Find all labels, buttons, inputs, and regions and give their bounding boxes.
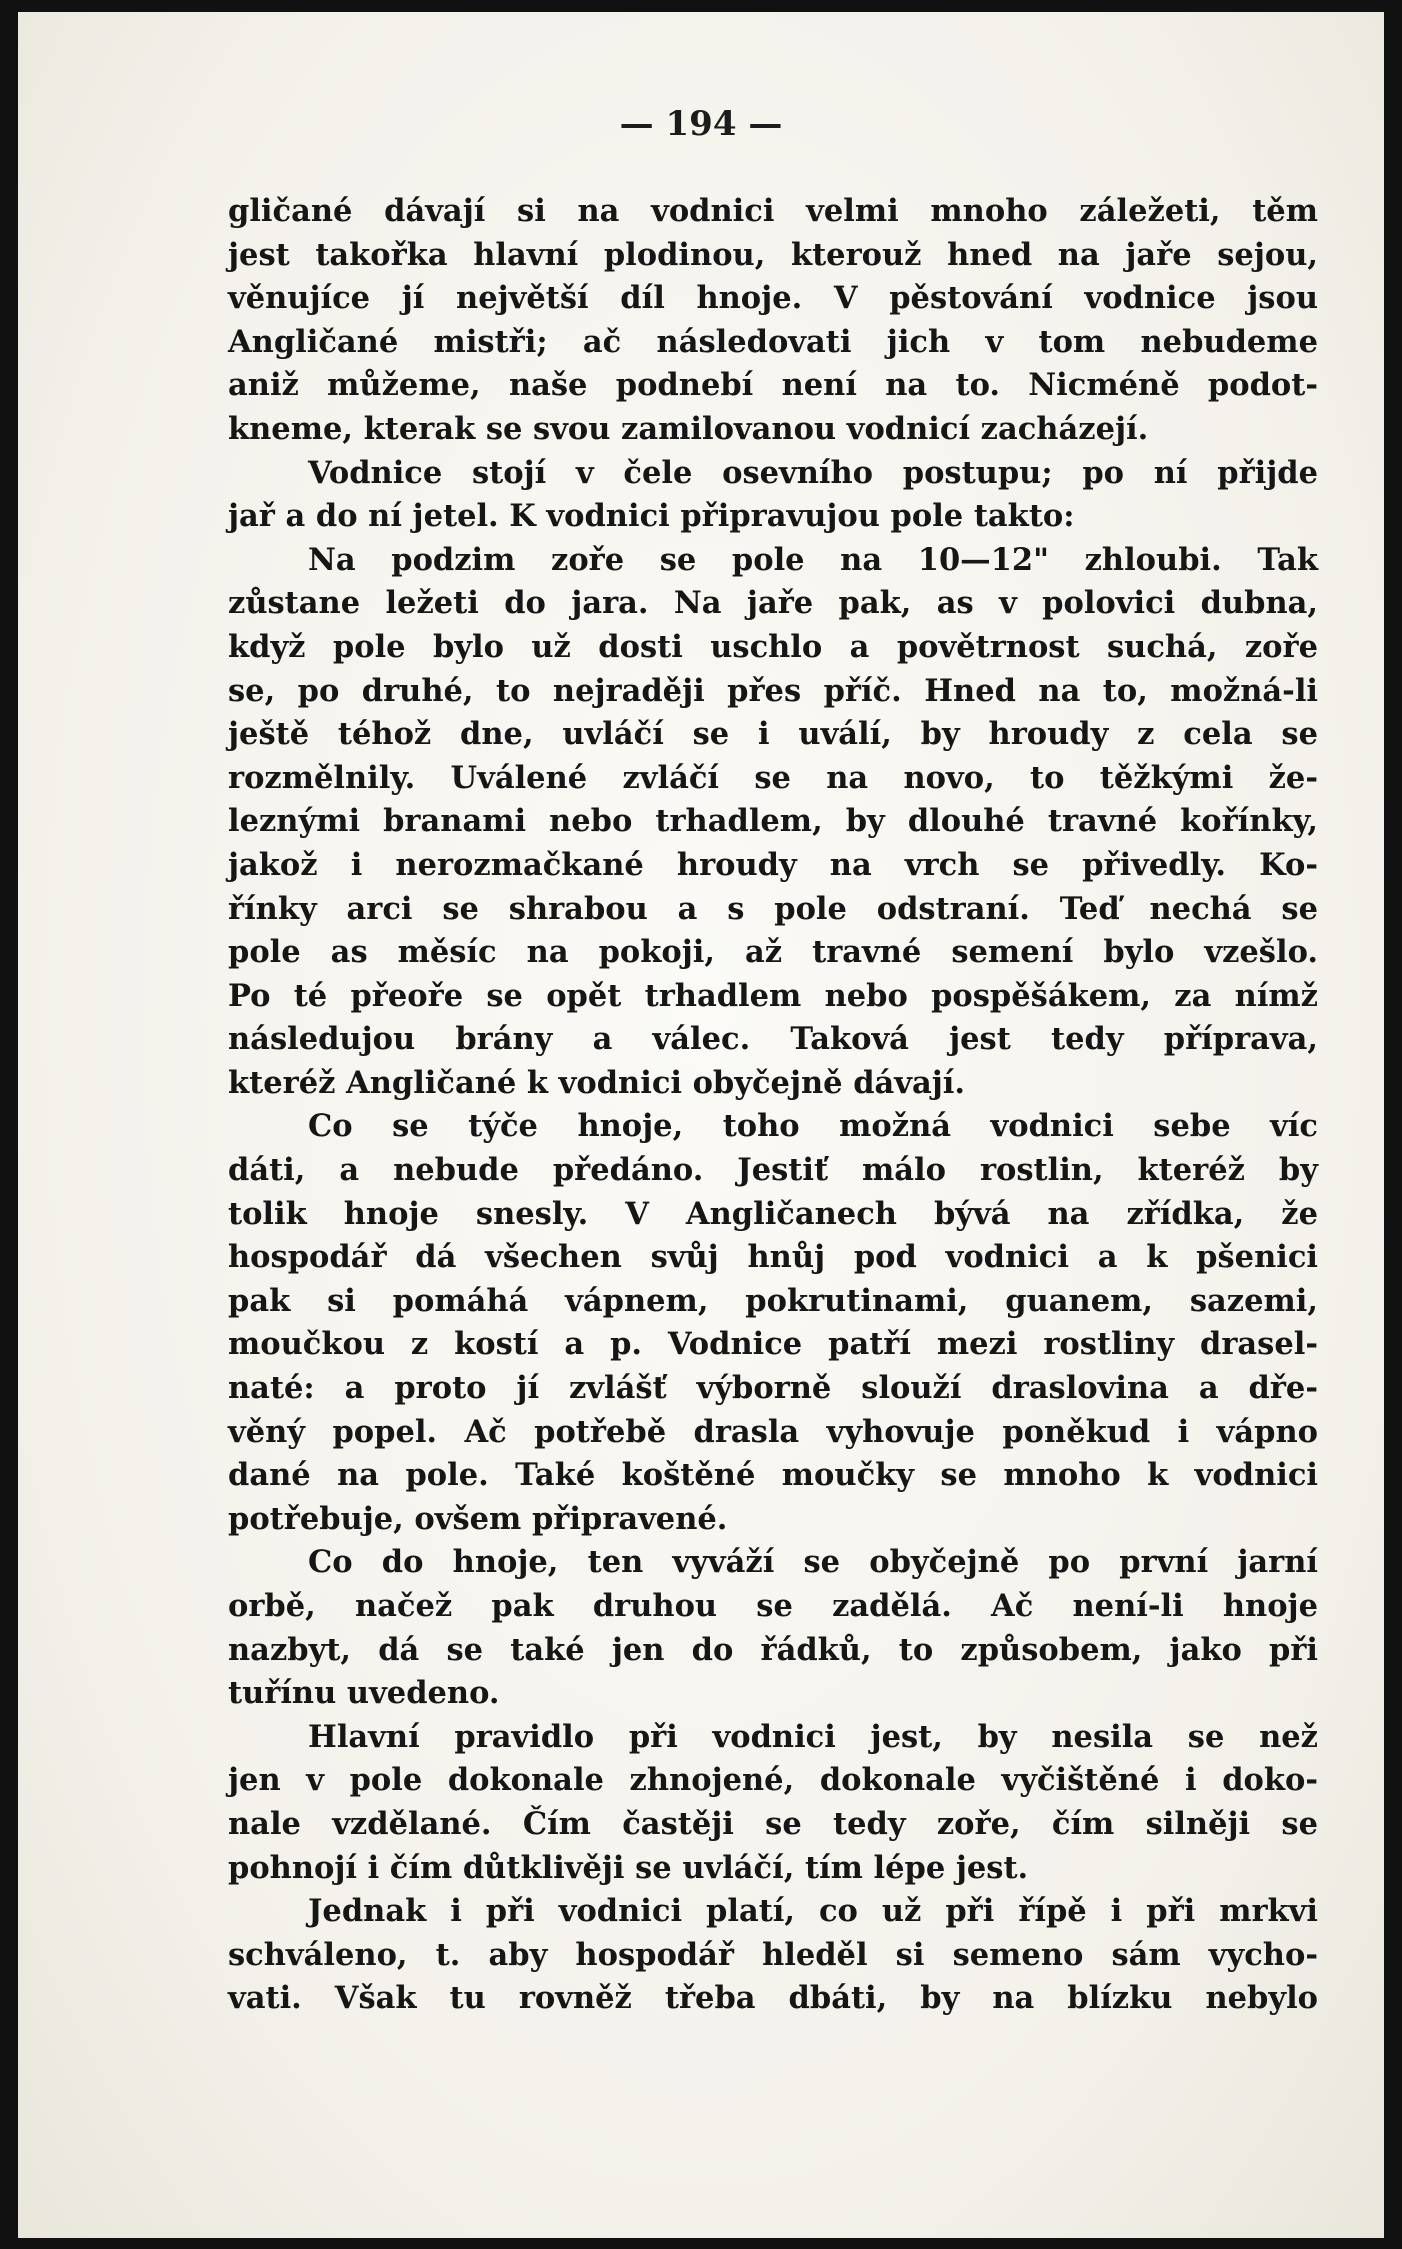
text-line: Hlavní pravidlo při vodnici jest, by nesila se než [308, 1718, 1318, 1755]
text-line: potřebuje, ovšem připravené. [228, 1500, 728, 1537]
text-line: nale vzdělané. Čím častěji se tedy zoře, čím silněji se [228, 1805, 1318, 1842]
text-line: jen v pole dokonale zhnojené, dokonale vyčištěné i doko- [228, 1762, 1318, 1799]
text-line: hospodář dá všechen svůj hnůj pod vodnici a k pšenici [228, 1239, 1318, 1276]
text-line: nazbyt, dá se také jen do řádků, to způsobem, jako při [228, 1631, 1318, 1668]
text-line: zůstane ležeti do jara. Na jaře pak, as v polovici dubna, [228, 585, 1318, 622]
body-text [228, 190, 1318, 2021]
text-line: pole as měsíc na pokoji, až travné semení bylo vzešlo. [228, 934, 1318, 971]
text-line: Angličané mistři; ač následovati jich v tom nebudeme [228, 323, 1318, 360]
text-line: naté: a proto jí zvlášť výborně slouží draslovina a dře- [228, 1370, 1318, 1407]
text-line: ještě téhož dne, uvláčí se i uválí, by hroudy z cela se [228, 716, 1318, 753]
text-line: Jednak i při vodnici platí, co už při řípě i při mrkvi [308, 1893, 1318, 1930]
text-line: dané na pole. Také koštěné moučky se mnoho k vodnici [228, 1457, 1318, 1494]
text-line: následujou brány a válec. Taková jest tedy příprava, [228, 1021, 1318, 1058]
text-line: orbě, načež pak druhou se zadělá. Ač není-li hnoje [228, 1588, 1318, 1624]
text-line: kneme, kterak se svou zamilovanou vodnicí zacházejí. [228, 410, 1149, 447]
text-line: Co se týče hnoje, toho možná vodnici sebe víc [308, 1108, 1318, 1145]
text-line: jakož i nerozmačkané hroudy na vrch se přivedly. Ko- [228, 846, 1318, 883]
text-line: jař a do ní jetel. K vodnici připravujou pole takto: [228, 498, 1075, 535]
book-page [18, 12, 1384, 2238]
text-line: řínky arci se shrabou a s pole odstraní. Teď nechá se [228, 890, 1318, 927]
text-line: schváleno, t. aby hospodář hleděl si semeno sám vycho- [228, 1936, 1318, 1973]
text-line: tolik hnoje snesly. V Angličanech bývá na zřídka, že [228, 1195, 1318, 1232]
text-line: vati. Však tu rovněž třeba dbáti, by na blízku nebylo [228, 1980, 1318, 2017]
text-line: Vodnice stojí v čele osevního postupu; po ní přijde [308, 454, 1318, 491]
text-line: věný popel. Ač potřebě drasla vyhovuje poněkud i vápno [228, 1413, 1318, 1450]
text-line: Co do hnoje, ten vyváží se obyčejně po první jarní [308, 1544, 1318, 1581]
text-line: aniž můžeme, naše podnebí není na to. Nicméně podot- [228, 367, 1318, 404]
text-line: kteréž Angličané k vodnici obyčejně dávají. [228, 1064, 966, 1101]
page-number: — 194 — [619, 104, 783, 144]
text-line: se, po druhé, to nejraději přes příč. Hned na to, možná-li [228, 672, 1318, 709]
text-line: moučkou z kostí a p. Vodnice patří mezi rostliny drasel- [228, 1326, 1318, 1363]
text-line: Na podzim zoře se pole na 10—12" zhloubi. Tak [308, 541, 1318, 578]
text-line: Po té přeoře se opět trhadlem nebo pospěšákem, za nímž [228, 977, 1318, 1014]
text-line: pohnojí i čím důtklivěji se uvláčí, tím lépe jest. [228, 1849, 1029, 1886]
text-line: gličané dávají si na vodnici velmi mnoho záležeti, těm [228, 193, 1318, 229]
text-line: pak si pomáhá vápnem, pokrutinami, guanem, sazemi, [228, 1282, 1318, 1319]
text-line: leznými branami nebo trhadlem, by dlouhé travné kořínky, [228, 803, 1318, 840]
text-line: rozmělnily. Uválené zvláčí se na novo, to těžkými že- [228, 759, 1318, 796]
text-line: jest takořka hlavní plodinou, kterouž hned na jaře sejou, [228, 236, 1318, 273]
text-line: věnujíce jí největší díl hnoje. V pěstování vodnice jsou [228, 280, 1318, 317]
text-line: když pole bylo už dosti uschlo a povětrnost suchá, zoře [228, 628, 1318, 665]
text-line: dáti, a nebude předáno. Jestiť málo rostlin, kteréž by [228, 1152, 1318, 1189]
text-line: tuřínu uvedeno. [228, 1675, 500, 1712]
